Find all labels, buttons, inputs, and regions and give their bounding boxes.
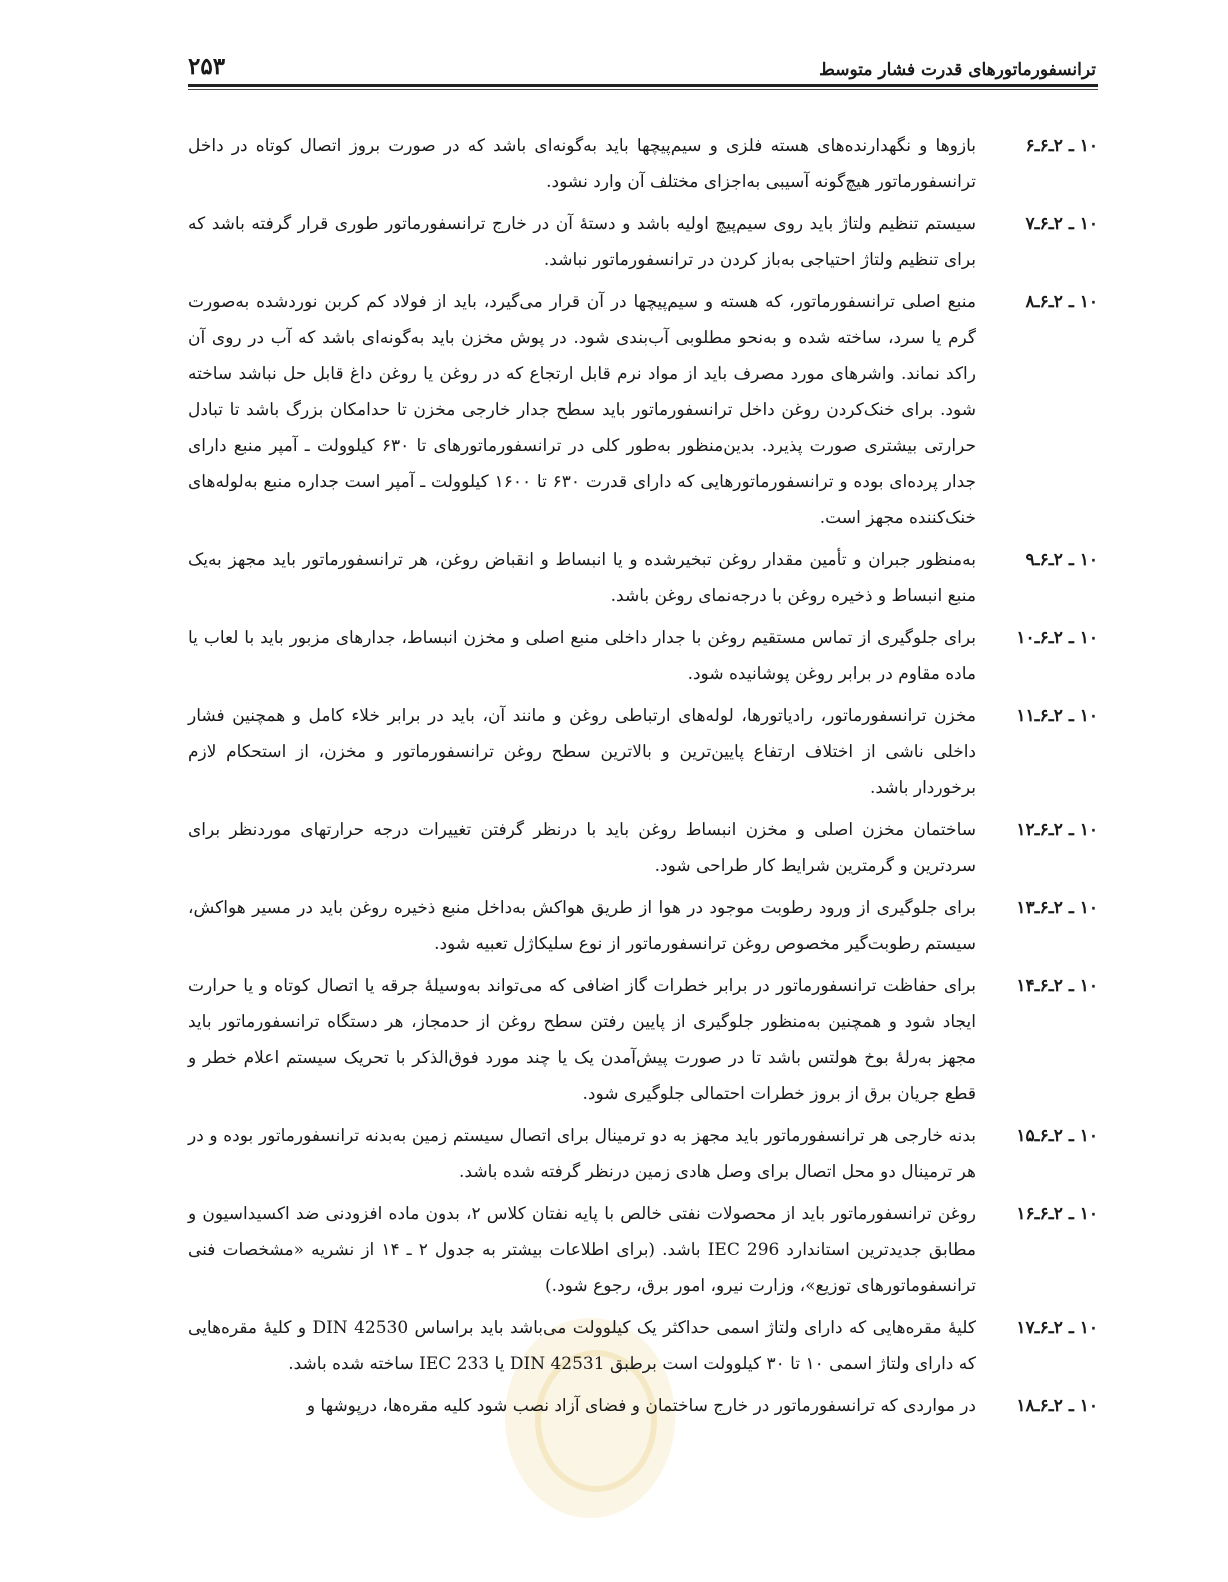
- running-title: ترانسفورماتورهای قدرت فشار متوسط: [819, 60, 1096, 80]
- clause-number: ۱۰ ـ ۲ـ۶ـ۷: [1025, 214, 1098, 234]
- clause-number: ۱۰ ـ ۲ـ۶ـ۱۵: [1016, 1126, 1098, 1146]
- page-header: [188, 46, 1096, 80]
- clause-text: بدنه خارجی هر ترانسفورماتور باید مجهز به دو ترمینال برای اتصال سیستم زمین به‌بدنه ترانسفورماتور بوده و در هر ترمینال دو محل اتصال برای وصل هادی زمین درنظر گرفته شده باشد.: [188, 1126, 976, 1182]
- clause-item: [188, 1388, 1098, 1424]
- clause-item: [188, 698, 1098, 806]
- clause-text: در مواردی که ترانسفورماتور در خارج ساختمان و فضای آزاد نصب شود کلیه مقره‌ها، درپوشها و: [306, 1396, 976, 1416]
- clause-text: به‌منظور جبران و تأمین مقدار روغن تبخیرشده و یا انبساط و انقباض روغن، هر ترانسفورماتور باید مجهز به‌یک منبع انبساط و ذخیره روغن با درجه‌نمای روغن باشد.: [188, 550, 976, 606]
- clauses-list: [188, 128, 1098, 1430]
- clause-text: منبع اصلی ترانسفورماتور، که هسته و سیم‌پیچها در آن قرار می‌گیرد، باید از فولاد کم کربن نوردشده به‌صورت گرم یا سرد، ساخته شده و به‌نحو مطلوبی آب‌بندی شود. در پوش مخزن باید به‌گونه‌ای باشد که آب در روی آن راکد نماند. واشرهای مورد مصرف باید از مواد نرم قابل ارتجاع که در روغن یا روغن داغ قابل حل نباشد ساخته شود. برای خنک‌کردن روغن داخل ترانسفورماتور باید سطح جدار خارجی مخزن تا حدامکان بزرگ باشد تا تبادل حرارتی بیشتری صورت پذیرد. بدین‌منظور به‌طور کلی در ترانسفورماتورهای تا ۶۳۰ کیلوولت ـ آمپر منبع دارای جدار پرده‌ای بوده و ترانسفورماتورهایی که دارای قدرت ۶۳۰ تا ۱۶۰۰ کیلوولت ـ آمپر است جداره منبع به‌لوله‌های خنک‌کننده مجهز است.: [188, 292, 977, 528]
- clause-number: ۱۰ ـ ۲ـ۶ـ۱۷: [1016, 1318, 1098, 1338]
- clause-number: ۱۰ ـ ۲ـ۶ـ۱۴: [1016, 976, 1098, 996]
- clause-item: [188, 206, 1098, 278]
- clause-item: [188, 1196, 1098, 1304]
- clause-item: [188, 812, 1098, 884]
- clause-text: مخزن ترانسفورماتور، رادیاتورها، لوله‌های ارتباطی روغن و مانند آن، باید در برابر خلاء کامل و همچنین فشار داخلی ناشی از اختلاف ارتفاع پایین‌ترین و بالاترین سطح روغن ترانسفورماتور و مخزن، از استحکام لازم برخوردار باشد.: [188, 706, 976, 798]
- header-rule-thin: [188, 89, 1098, 90]
- clause-item: [188, 284, 1098, 536]
- clause-item: [188, 1310, 1098, 1382]
- clause-number: ۱۰ ـ ۲ـ۶ـ۸: [1025, 292, 1098, 312]
- clause-item: [188, 968, 1098, 1112]
- clause-number: ۱۰ ـ ۲ـ۶ـ۱۰: [1016, 628, 1098, 648]
- clause-item: [188, 890, 1098, 962]
- clause-number: ۱۰ ـ ۲ـ۶ـ۱۸: [1016, 1396, 1098, 1416]
- clause-item: [188, 620, 1098, 692]
- clause-text: برای جلوگیری از ورود رطوبت موجود در هوا از طریق هواکش به‌داخل منبع ذخیره روغن باید در مسیر هواکش، سیستم رطوبت‌گیر مخصوص روغن ترانسفورماتور از نوع سلیکاژل تعبیه شود.: [188, 898, 976, 954]
- clause-item: [188, 542, 1098, 614]
- clause-text: کلیهٔ مقره‌هایی که دارای ولتاژ اسمی حداکثر یک کیلوولت می‌باشد باید براساس DIN 42530 و کلیهٔ مقره‌هایی که دارای ولتاژ اسمی ۱۰ تا ۳۰ کیلوولت است برطبق DIN 42531 یا IEC 233 ساخته شده باشد.: [188, 1318, 976, 1374]
- header-rule-thick: [188, 84, 1098, 87]
- clause-text: برای جلوگیری از تماس مستقیم روغن با جدار داخلی منبع اصلی و مخزن انبساط، جدارهای مزبور باید با لعاب یا ماده مقاوم در برابر روغن پوشانیده شود.: [188, 628, 976, 684]
- clause-text: برای حفاظت ترانسفورماتور در برابر خطرات گاز اضافی که می‌تواند به‌وسیلهٔ جرقه یا اتصال کوتاه و یا حرارت ایجاد شود و همچنین به‌منظور جلوگیری از پایین رفتن سطح روغن از حدمجاز، هر دستگاه ترانسفورماتور باید مجهز به‌رلهٔ بوخ هولتس باشد تا در صورت پیش‌آمدن یک یا چند مورد فوق‌الذکر با تحریک سیستم اعلام خطر و قطع جریان برق از بروز خطرات احتمالی جلوگیری شود.: [188, 976, 976, 1104]
- clause-text: سیستم تنظیم ولتاژ باید روی سیم‌پیچ اولیه باشد و دستهٔ آن در خارج ترانسفورماتور طوری قرار گرفته باشد که برای تنظیم ولتاژ احتیاجی به‌باز کردن در ترانسفورماتور نباشد.: [188, 214, 976, 270]
- clause-item: [188, 128, 1098, 200]
- clause-number: ۱۰ ـ ۲ـ۶ـ۹: [1025, 550, 1098, 570]
- clause-text: بازوها و نگهدارنده‌های هسته فلزی و سیم‌پیچها باید به‌گونه‌ای باشد که در صورت بروز اتصال کوتاه در داخل ترانسفورماتور هیچ‌گونه آسیبی به‌اجزای مختلف آن وارد نشود.: [188, 136, 976, 192]
- clause-number: ۱۰ ـ ۲ـ۶ـ۱۶: [1016, 1204, 1098, 1224]
- clause-text: ساختمان مخزن اصلی و مخزن انبساط روغن باید با درنظر گرفتن تغییرات درجه حرارتهای موردنظر برای سردترین و گرمترین شرایط کار طراحی شود.: [188, 820, 976, 876]
- clause-item: [188, 1118, 1098, 1190]
- clause-number: ۱۰ ـ ۲ـ۶ـ۶: [1025, 136, 1098, 156]
- clause-text: روغن ترانسفورماتور باید از محصولات نفتی خالص با پایه نفتان کلاس ۲، بدون ماده افزودنی ضد اکسیداسیون و مطابق جدیدترین استاندارد IEC 296 باشد. (برای اطلاعات بیشتر به جدول ۲ ـ ۱۴ از نشریه «مشخصات فنی ترانسفوماتورهای توزیع»، وزارت نیرو، امور برق، رجوع شود.): [188, 1204, 976, 1296]
- page-number: ۲۵۳: [188, 53, 226, 80]
- clause-number: ۱۰ ـ ۲ـ۶ـ۱۲: [1016, 820, 1098, 840]
- clause-number: ۱۰ ـ ۲ـ۶ـ۱۳: [1016, 898, 1098, 918]
- clause-number: ۱۰ ـ ۲ـ۶ـ۱۱: [1016, 706, 1098, 726]
